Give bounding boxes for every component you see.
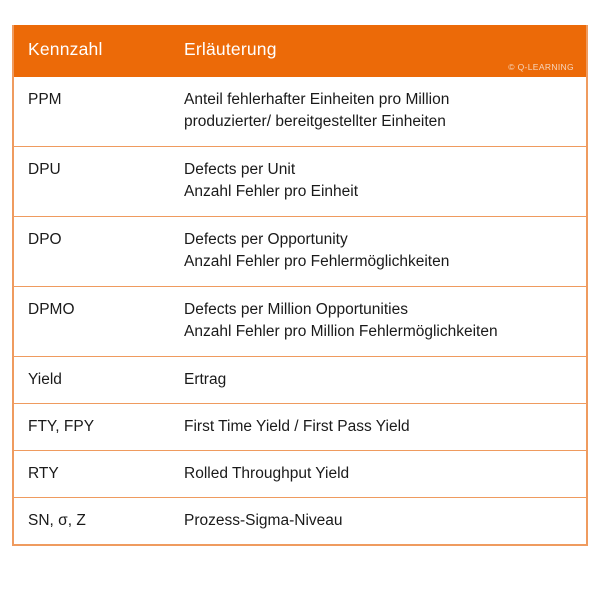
- column-header-kennzahl: Kennzahl: [28, 39, 103, 59]
- cell-erlauterung: [184, 404, 587, 451]
- cell-erlauterung: [184, 357, 587, 404]
- header-row: [13, 25, 587, 77]
- cell-kennzahl: FTY, FPY: [28, 418, 95, 435]
- cell-erlauterung: [184, 498, 587, 546]
- cell-erlauterung-line: Ertrag: [184, 371, 227, 388]
- cell-erlauterung: [184, 287, 587, 357]
- cell-kennzahl: DPU: [28, 161, 61, 178]
- table-header: [13, 25, 587, 77]
- cell-erlauterung-line: Anzahl Fehler pro Einheit: [184, 183, 359, 200]
- cell-erlauterung-line: Anzahl Fehler pro Fehlermöglichkeiten: [184, 253, 450, 270]
- cell-erlauterung-line: produzierter/ bereitgestellter Einheiten: [184, 113, 446, 130]
- cell-erlauterung-line: Defects per Unit: [184, 161, 296, 178]
- cell-kennzahl: RTY: [28, 465, 59, 482]
- cell-erlauterung-line: Prozess-Sigma-Niveau: [184, 512, 343, 529]
- six-sigma-metrics-table: [12, 25, 588, 546]
- table-row: [13, 498, 587, 546]
- table-row: [13, 357, 587, 404]
- cell-erlauterung-line: First Time Yield / First Pass Yield: [184, 418, 410, 435]
- cell-kennzahl: SN, σ, Z: [28, 512, 86, 529]
- table-body: [13, 77, 587, 545]
- table-row: [13, 451, 587, 498]
- cell-kennzahl: DPMO: [28, 301, 75, 318]
- cell-erlauterung-line: Anzahl Fehler pro Million Fehlermöglichkeiten: [184, 323, 498, 340]
- cell-erlauterung-line: Anteil fehlerhafter Einheiten pro Million: [184, 91, 450, 108]
- cell-erlauterung-line: Defects per Opportunity: [184, 231, 348, 248]
- cell-kennzahl: DPO: [28, 231, 62, 248]
- cell-erlauterung-line: Defects per Million Opportunities: [184, 301, 408, 318]
- cell-erlauterung: [184, 451, 587, 498]
- metrics-table-container: [12, 25, 588, 546]
- column-header-erlauterung: Erläuterung: [184, 39, 277, 59]
- cell-erlauterung: [184, 147, 587, 217]
- cell-erlauterung: [184, 77, 587, 147]
- cell-erlauterung: [184, 217, 587, 287]
- cell-kennzahl: Yield: [28, 371, 62, 388]
- cell-kennzahl: PPM: [28, 91, 62, 108]
- cell-erlauterung-line: Rolled Throughput Yield: [184, 465, 350, 482]
- table-row: [13, 404, 587, 451]
- table-row: [13, 147, 587, 217]
- table-row: [13, 287, 587, 357]
- table-row: [13, 217, 587, 287]
- column-header-erlauterung-cell: [184, 25, 587, 77]
- table-row: [13, 77, 587, 147]
- copyright-notice: © Q-LEARNING: [508, 62, 574, 72]
